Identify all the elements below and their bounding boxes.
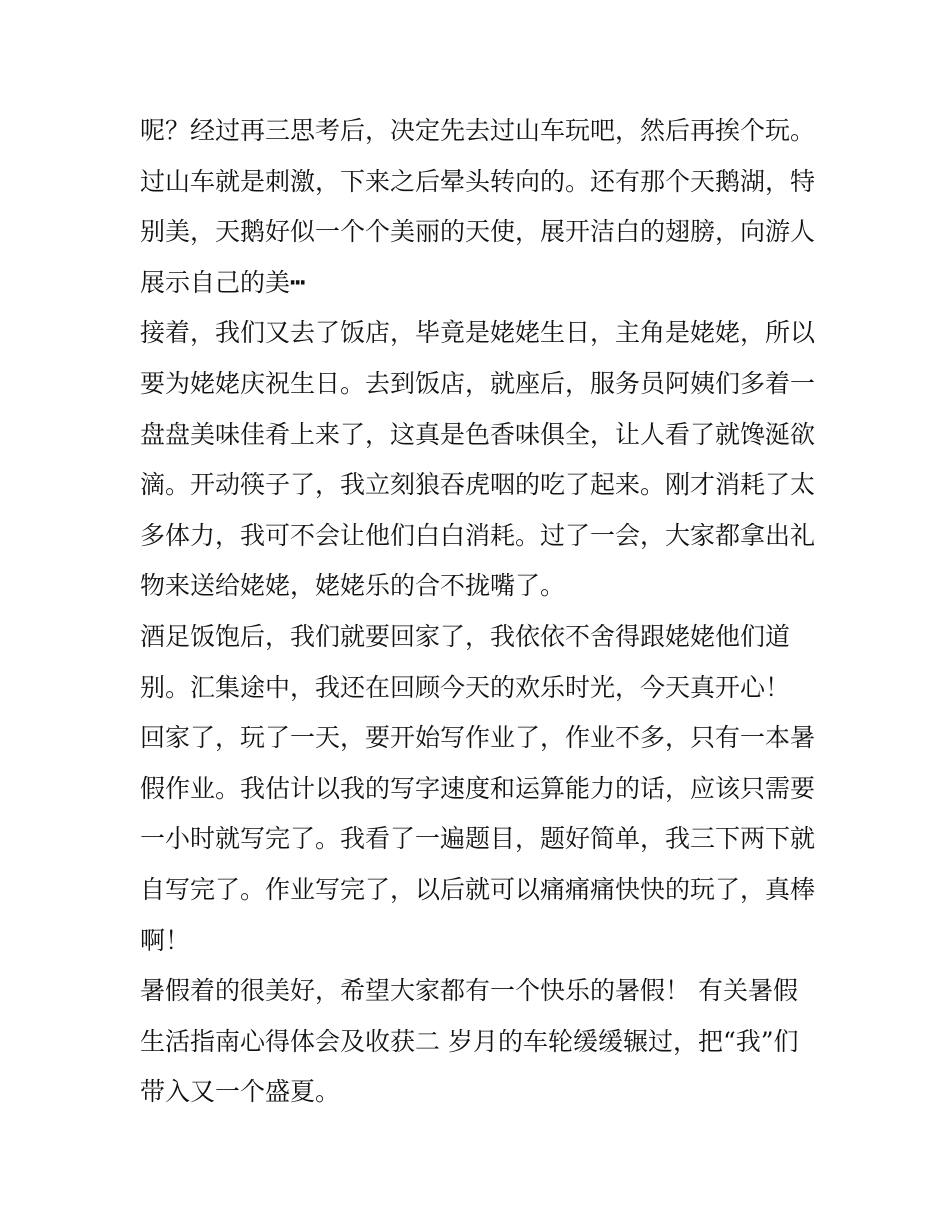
text-line: 带入又一个盛夏。 [140, 1077, 341, 1107]
text-line: 别美，天鹅好似一个个美丽的天使，展开洁白的翅膀，向游人 [140, 217, 816, 247]
text-line: 滴。开动筷子了，我立刻狼吞虎咽的吃了起来。刚才消耗了太 [140, 470, 816, 500]
text-line: 接着，我们又去了饭店，毕竟是姥姥生日，主角是姥姥，所以 [140, 318, 816, 348]
text-line: 暑假着的很美好，希望大家都有一个快乐的暑假！ 有关暑假 [140, 976, 798, 1006]
text-line: 多体力，我可不会让他们白白消耗。过了一会，大家都拿出礼 [140, 520, 816, 550]
text-line: 啊！ [140, 925, 191, 955]
text-line: 物来送给姥姥，姥姥乐的合不拢嘴了。 [140, 571, 566, 601]
text-line: 要为姥姥庆祝生日。去到饭店，就座后，服务员阿姨们多着一 [140, 368, 816, 398]
text-line: 展示自己的美┅ [140, 267, 306, 297]
text-line: 一小时就写完了。我看了一遍题目，题好简单，我三下两下就 [140, 824, 816, 854]
text-line: 过山车就是刺激，下来之后晕头转向的。还有那个天鹅湖，特 [140, 166, 816, 196]
text-line: 别。汇集途中，我还在回顾今天的欢乐时光，今天真开心！ [140, 672, 791, 702]
text-line: 生活指南心得体会及收获二 岁月的车轮缓缓辗过，把“我”们 [140, 1026, 799, 1056]
text-line: 回家了，玩了一天，要开始写作业了，作业不多，只有一本暑 [140, 723, 816, 753]
body-text [140, 106, 820, 1118]
text-line: 盘盘美味佳肴上来了，这真是色香味俱全，让人看了就馋涎欲 [140, 419, 816, 449]
text-line: 假作业。我估计以我的写字速度和运算能力的话，应该只需要 [140, 773, 816, 803]
text-line: 酒足饭饱后，我们就要回家了，我依依不舍得跟姥姥他们道 [140, 621, 791, 651]
text-line: 自写完了。作业写完了，以后就可以痛痛痛快快的玩了，真棒 [140, 874, 816, 904]
text-line: 呢？经过再三思考后，决定先去过山车玩吧，然后再挨个玩。 [140, 116, 816, 145]
